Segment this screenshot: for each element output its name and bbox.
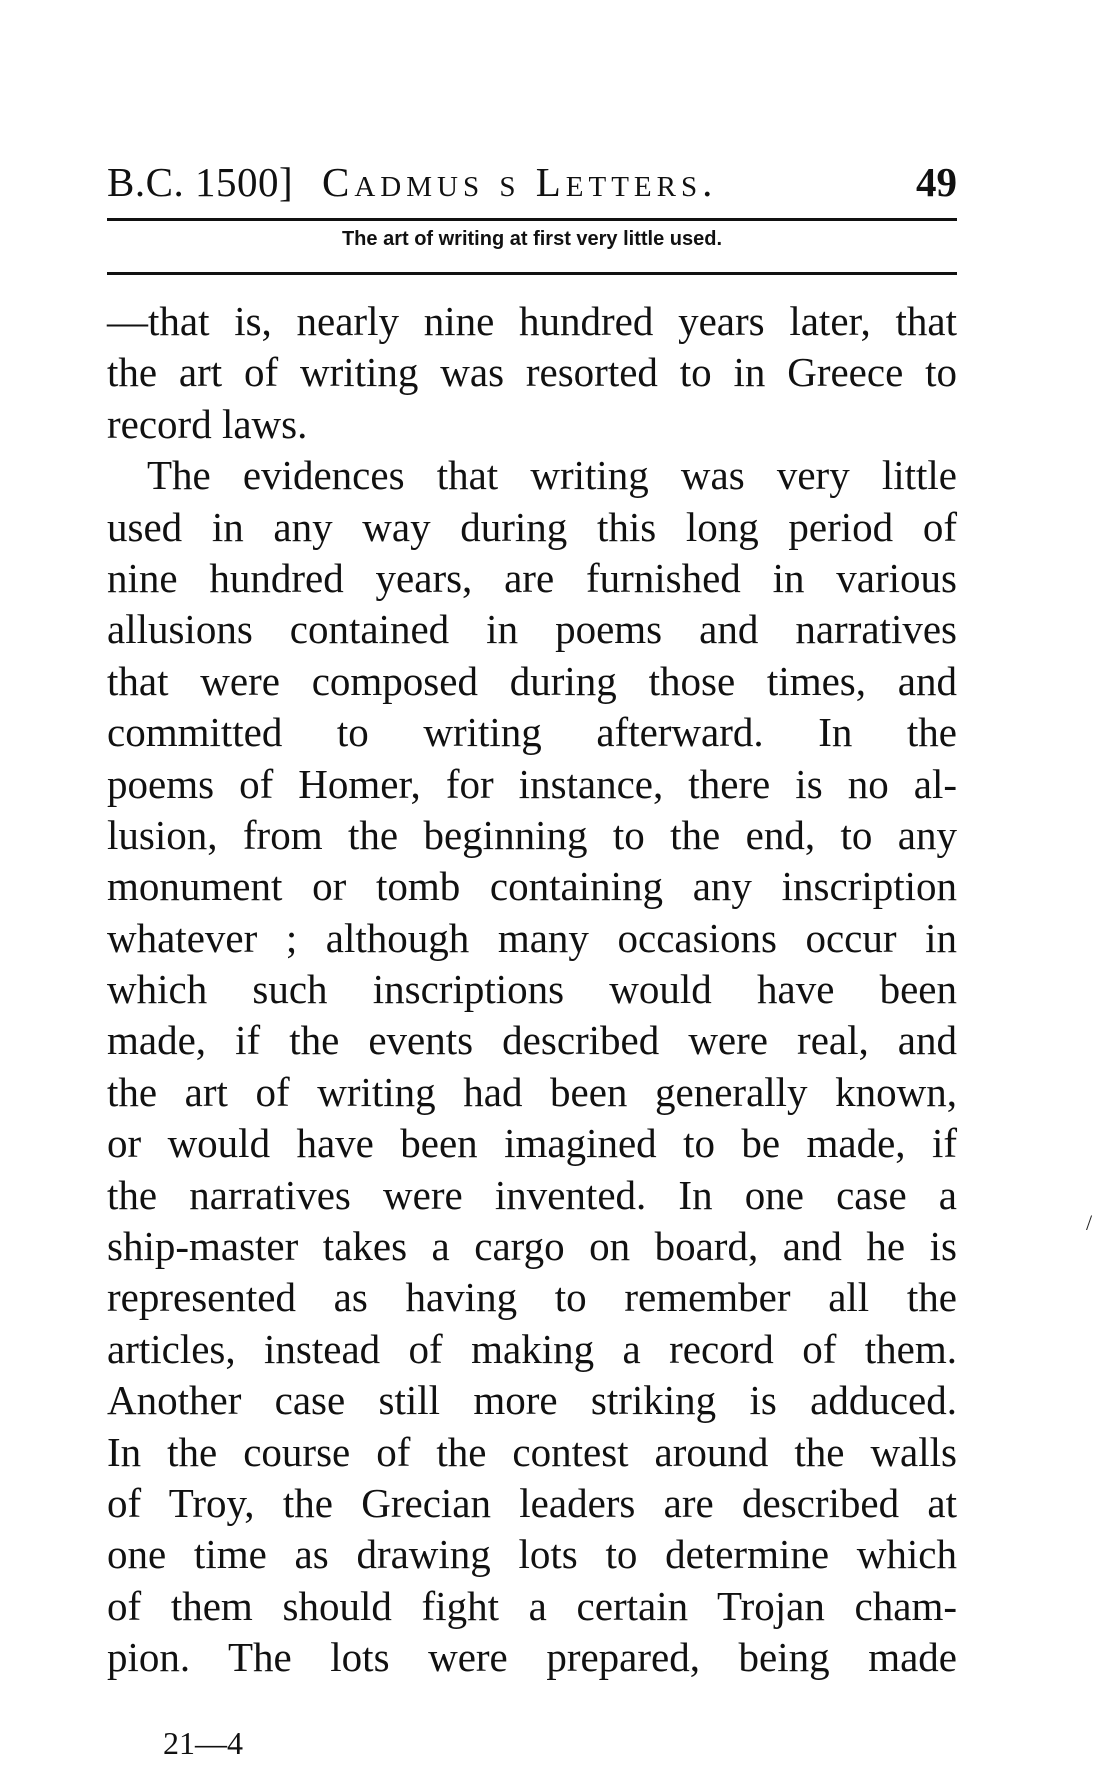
text-line: that were composed during those times, and [107, 657, 957, 704]
text-line: the art of writing was resorted to in Greece to [107, 349, 957, 396]
text-line: nine hundred years, are furnished in various [107, 554, 957, 601]
running-header [107, 158, 957, 214]
header-rule-top [107, 218, 957, 221]
text-line: Another case still more striking is adduced. [107, 1377, 957, 1424]
text-line: poems of Homer, for instance, there is no al- [107, 760, 957, 807]
text-line: pion. The lots were prepared, being made [107, 1634, 957, 1681]
text-line: In the course of the contest around the walls [107, 1428, 957, 1475]
margin-mark: / [1086, 1210, 1093, 1235]
text-line: one time as drawing lots to determine which [107, 1531, 957, 1578]
text-line: which such inscriptions would have been [107, 966, 957, 1013]
signature-mark: 21—4 [163, 1725, 243, 1761]
text-line: made, if the events described were real, and [107, 1017, 957, 1064]
text-line: allusions contained in poems and narratives [107, 606, 957, 653]
text-line: ship-master takes a cargo on board, and he is [107, 1223, 957, 1270]
header-title: Cadmus s Letters. [322, 159, 718, 205]
text-line: record laws. [107, 400, 308, 447]
text-line: used in any way during this long period of [107, 503, 957, 550]
text-line: —that is, nearly nine hundred years later, that [107, 298, 957, 344]
section-subheading: The art of writing at first very little used. [341, 228, 723, 250]
page-number: 49 [916, 159, 957, 205]
header-rule-bottom [107, 272, 957, 275]
text-line: of them should fight a certain Trojan cham- [107, 1582, 957, 1629]
text-line: the art of writing had been generally known, [107, 1068, 957, 1115]
text-line: monument or tomb containing any inscription [107, 863, 957, 910]
text-line: whatever ; although many occasions occur in [107, 914, 957, 961]
text-line: committed to writing afterward. In the [107, 709, 957, 756]
text-line: lusion, from the beginning to the end, to any [107, 811, 957, 858]
text-line: of Troy, the Grecian leaders are described at [107, 1479, 957, 1526]
text-line: the narratives were invented. In one case a [107, 1171, 957, 1218]
header-date: B.C. 1500] [107, 159, 294, 205]
body-text [107, 296, 957, 1684]
text-line: The evidences that writing was very little [147, 452, 957, 499]
text-line: represented as having to remember all the [107, 1274, 957, 1321]
text-line: or would have been imagined to be made, if [107, 1120, 957, 1167]
text-line: articles, instead of making a record of them. [107, 1325, 957, 1372]
